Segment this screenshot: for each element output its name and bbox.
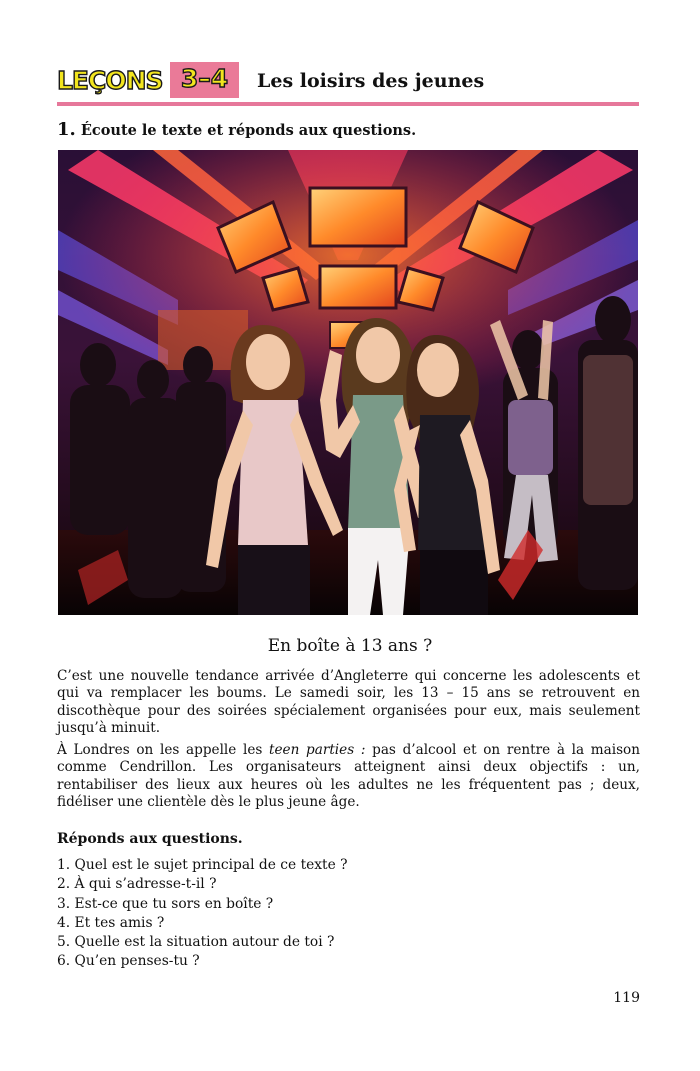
- paragraph-1: C’est une nouvelle tendance arrivée d’Angleterre qui concerne les adolescents et qui va remplacer les boums. Le samedi soir, les 13 – 15 ans se retrouvent en discothèque pour des soirées spécialement organisées pour eux, mais seulement jusqu’à minuit.: [57, 668, 640, 736]
- paragraph-2-end: pas d’alcool et on rentre à la maison comme Cendrillon. Les organisateurs atteignent ainsi deux objectifs : un, rentabiliser des lieux aux heures où les adultes ne les fréquentent pas ; deux, fidéliser une clientèle dès le plus jeune âge.: [57, 742, 641, 810]
- lesson-number-box: [170, 62, 239, 98]
- question-item: 1. Quel est le sujet principal de ce texte ?: [57, 857, 348, 873]
- lesson-header: [57, 62, 639, 106]
- header-rule: [57, 102, 639, 106]
- lessons-label: LEÇONS: [57, 66, 163, 95]
- exercise-text: Écoute le texte et réponds aux questions.: [80, 122, 417, 139]
- question-item: 3. Est-ce que tu sors en boîte ?: [57, 895, 274, 912]
- exercise-instruction: [57, 119, 416, 140]
- paragraph-2-italic: teen parties :: [269, 742, 366, 758]
- question-item: 5. Quelle est la situation autour de toi ?: [57, 934, 335, 951]
- question-item: 2. À qui s’adresse-t-il ?: [57, 876, 217, 893]
- club-photo-illustration: [58, 150, 638, 615]
- text-title: En boîte à 13 ans ?: [267, 636, 433, 656]
- questions-heading: Réponds aux questions.: [57, 831, 243, 847]
- paragraph-2-start: À Londres on les appelle les: [57, 742, 270, 758]
- page-number: 119: [613, 990, 640, 1006]
- lesson-numbers: 3–4: [180, 64, 229, 93]
- question-item: 4. Et tes amis ?: [57, 914, 165, 931]
- paragraph-2: [57, 742, 640, 811]
- questions-list: [57, 856, 348, 972]
- exercise-number: 1.: [57, 119, 76, 140]
- club-photo: [58, 150, 638, 615]
- question-item: 6. Qu’en penses-tu ?: [57, 953, 200, 970]
- unit-title: Les loisirs des jeunes: [257, 70, 485, 92]
